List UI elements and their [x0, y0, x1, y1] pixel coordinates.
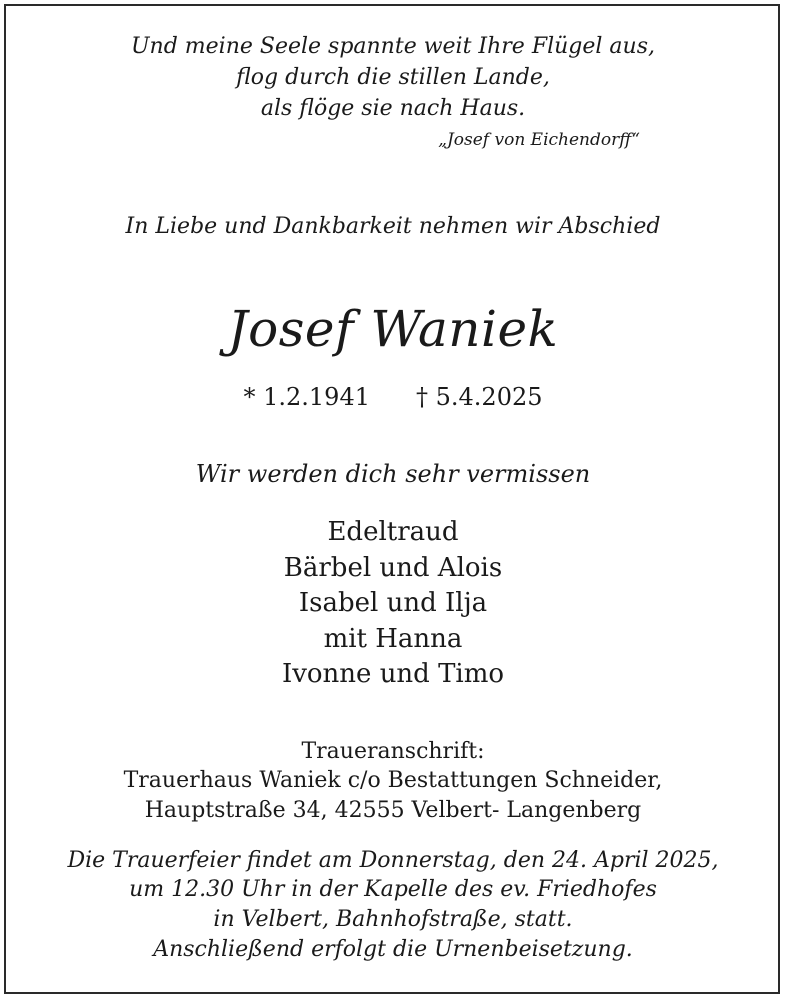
poem-line-3: als flöge sie nach Haus.	[260, 96, 526, 121]
family-member: Bärbel und Alois	[283, 553, 503, 583]
notice-border	[4, 4, 780, 994]
family-member: Isabel und Ilja	[298, 588, 488, 618]
ceremony-line-1: Die Trauerfeier findet am Donnerstag, den 24. April 2025,	[67, 848, 719, 873]
address-line-1: Trauerhaus Waniek c/o Bestattungen Schneider,	[123, 768, 663, 793]
ceremony-line-4: Anschließend erfolgt die Urnenbeisetzung.	[153, 937, 633, 962]
ceremony-line-2: um 12.30 Uhr in der Kapelle des ev. Friedhofes	[129, 877, 657, 902]
family-member: Ivonne und Timo	[281, 659, 505, 689]
address-heading: Traueranschrift:	[301, 739, 485, 764]
miss-you-line: Wir werden dich sehr vermissen	[195, 460, 591, 488]
farewell-intro: In Liebe und Dankbarkeit nehmen wir Abschied	[125, 214, 661, 239]
ceremony-line-3: in Velbert, Bahnhofstraße, statt.	[213, 907, 573, 932]
poem-author: „Josef von Eichendorff“	[438, 130, 640, 150]
poem-line-1: Und meine Seele spannte weit Ihre Flügel aus,	[130, 34, 655, 59]
family-member: mit Hanna	[323, 624, 463, 654]
life-dates	[0, 385, 786, 409]
poem-line-2: flog durch die stillen Lande,	[236, 65, 550, 90]
family-member: Edeltraud	[327, 517, 459, 547]
birth-date: * 1.2.1941	[243, 383, 370, 411]
address-line-2: Hauptstraße 34, 42555 Velbert- Langenberg	[144, 798, 642, 823]
death-date: † 5.4.2025	[416, 383, 543, 411]
deceased-name: Josef Waniek	[227, 300, 559, 358]
